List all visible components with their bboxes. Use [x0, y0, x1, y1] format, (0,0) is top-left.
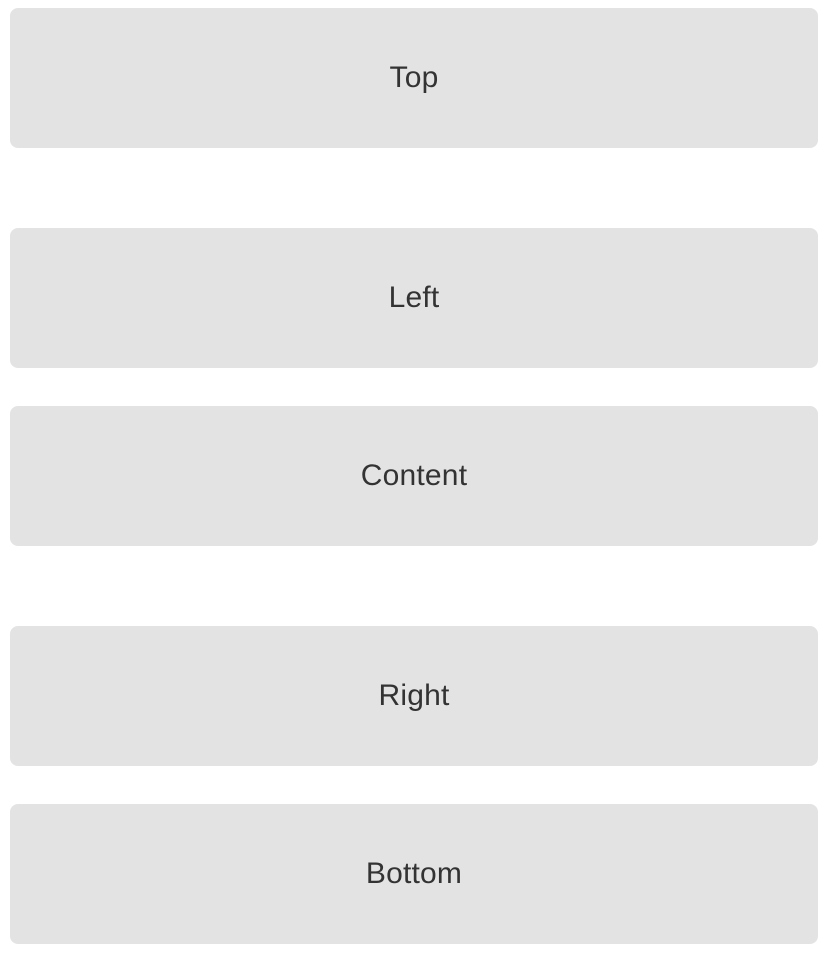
- panel-top-label: Top: [389, 61, 439, 94]
- spacer-right-bottom: [10, 766, 818, 804]
- panel-top[interactable]: [10, 8, 818, 148]
- spacer-left-content: [10, 368, 818, 406]
- panel-right[interactable]: [10, 626, 818, 766]
- panel-left-label: Left: [388, 281, 440, 314]
- panel-content[interactable]: [10, 406, 818, 546]
- panel-left[interactable]: [10, 228, 818, 368]
- panel-bottom-label: Bottom: [365, 857, 463, 890]
- panel-content-label: Content: [360, 459, 468, 492]
- spacer-top-left: [10, 148, 818, 228]
- panel-right-label: Right: [378, 679, 450, 712]
- spacer-content-right: [10, 546, 818, 626]
- panel-bottom[interactable]: [10, 804, 818, 944]
